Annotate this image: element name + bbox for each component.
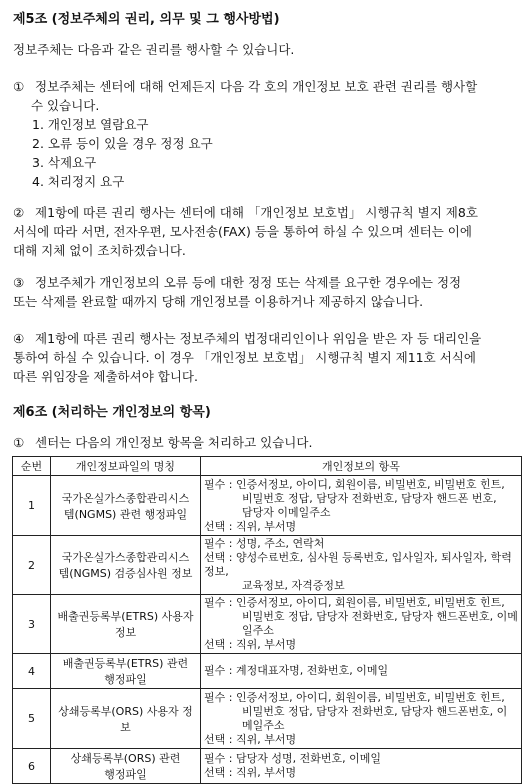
- info-line: 선택 : 직위, 부서명: [204, 519, 297, 533]
- file-name-line: 배출권등록부(ETRS) 사용자 정보: [57, 610, 194, 639]
- info-line: 필수 : 인증서정보, 아이디, 회원이름, 비밀번호, 비밀번호 힌트,: [204, 690, 505, 704]
- table-row: [13, 536, 522, 595]
- row-number: 2: [13, 536, 51, 595]
- personal-info-items-table: [12, 456, 522, 784]
- list-item: 3. 삭제요구: [32, 155, 97, 170]
- info-line: 필수 : 계정대표자명, 전화번호, 이메일: [204, 664, 389, 677]
- file-name-line: 상쇄등록부(ORS) 사용자 정보: [58, 704, 193, 734]
- row-number: 6: [13, 749, 51, 784]
- article-6-title: 제6조 (처리하는 개인정보의 항목): [13, 405, 211, 420]
- column-header: 순번: [13, 457, 51, 476]
- paragraph-text: 제1항에 따른 권리 행사는 정보주체의 법정대리인이나 위임을 받은 자 등 대리인을: [35, 331, 482, 346]
- info-items: [201, 654, 522, 689]
- info-line: 필수 : 담당자 성명, 전화번호, 이메일: [204, 752, 381, 765]
- info-line: 비밀번호 정답, 담당자 전화번호, 담당자 핸드폰 번호,: [242, 491, 497, 505]
- paragraph-number: ④: [13, 331, 25, 346]
- file-name-line: 템(NGMS) 검증심사원 정보: [58, 567, 193, 580]
- table-row: [13, 749, 522, 784]
- table-row: [13, 476, 522, 536]
- paragraph-text: 정보주체는 센터에 대해 언제든지 다음 각 호의 개인정보 보호 관련 권리를 행사할: [35, 79, 478, 94]
- info-line: 비밀번호 정답, 담당자 전화번호, 담당자 핸드폰번호, 이: [242, 704, 508, 718]
- info-line: 선택 : 직위, 부서명: [204, 732, 297, 746]
- file-name: [51, 689, 201, 749]
- info-line: 담당자 이메일주소: [242, 505, 331, 519]
- info-line: 선택 : 양성수료번호, 심사원 등록번호, 입사일자, 퇴사일자, 학력정보,: [204, 551, 512, 578]
- file-name: [51, 654, 201, 689]
- info-items: [201, 595, 522, 654]
- info-line: 비밀번호 정답, 담당자 전화번호, 담당자 핸드폰번호, 이메일주소: [242, 610, 518, 637]
- article-5-paragraph-4: [13, 329, 521, 386]
- paragraph-text: 제1항에 따른 권리 행사는 센터에 대해 「개인정보 보호법」 시행규칙 별지 제8호: [35, 205, 478, 220]
- info-items: [201, 536, 522, 595]
- file-name: [51, 536, 201, 595]
- file-name-line: 행정파일: [104, 768, 147, 781]
- info-items: [201, 749, 522, 784]
- table-row: [13, 654, 522, 689]
- paragraph-text: 서식에 따라 서면, 전자우편, 모사전송(FAX) 등을 통하여 하실 수 있으며 센터는 이에: [13, 224, 472, 239]
- row-number: 1: [13, 476, 51, 536]
- paragraph-text: 통하여 하실 수 있습니다. 이 경우 「개인정보 보호법」 시행규칙 별지 제11호 서식에: [13, 350, 476, 365]
- file-name-line: 배출권등록부(ETRS) 관련: [62, 657, 189, 670]
- info-line: 메일주소: [242, 718, 285, 732]
- row-number: 4: [13, 654, 51, 689]
- list-item: 4. 처리정지 요구: [32, 174, 125, 189]
- paragraph-text: 센터는 다음의 개인정보 항목을 처리하고 있습니다.: [35, 435, 313, 450]
- info-line: 선택 : 직위, 부서명: [204, 766, 297, 779]
- article-5-paragraph-2: [13, 203, 521, 260]
- info-line: 필수 : 인증서정보, 아이디, 회원이름, 비밀번호, 비밀번호 힌트,: [204, 477, 505, 491]
- list-item: 1. 개인정보 열람요구: [32, 117, 149, 132]
- paragraph-number: ①: [13, 435, 25, 450]
- paragraph-number: ①: [13, 79, 25, 94]
- list-item: 2. 오류 등이 있을 경우 정정 요구: [32, 136, 213, 151]
- paragraph-number: ②: [13, 205, 25, 220]
- file-name-line: 국가온실가스종합관리시스: [61, 491, 190, 505]
- info-items: [201, 689, 522, 749]
- article-5-title: 제5조 (정보주체의 권리, 의무 및 그 행사방법): [13, 12, 280, 27]
- article-6-paragraph-1: [13, 433, 521, 452]
- column-header: 개인정보파일의 명칭: [51, 457, 201, 476]
- table-row: [13, 689, 522, 749]
- file-name-line: 템(NGMS) 관련 행정파일: [63, 507, 188, 521]
- info-line: 선택 : 직위, 부서명: [204, 638, 297, 651]
- article-5-intro: 정보주체는 다음과 같은 권리를 행사할 수 있습니다.: [13, 42, 295, 57]
- column-header: 개인정보의 항목: [201, 457, 522, 476]
- file-name: [51, 749, 201, 784]
- article-5-paragraph-3: [13, 273, 521, 311]
- info-line: 필수 : 성명, 주소, 연락처: [204, 537, 325, 550]
- table-header-row: [13, 457, 522, 476]
- paragraph-text: 수 있습니다.: [31, 98, 100, 113]
- info-line: 교육정보, 자격증정보: [242, 579, 345, 592]
- file-name: [51, 476, 201, 536]
- table-row: [13, 595, 522, 654]
- file-name-line: 국가온실가스종합관리시스: [61, 551, 190, 564]
- file-name-line: 행정파일: [104, 673, 147, 686]
- paragraph-text: 또는 삭제를 완료할 때까지 당해 개인정보를 이용하거나 제공하지 않습니다.: [13, 294, 424, 309]
- paragraph-text: 따른 위임장을 제출하셔야 합니다.: [13, 369, 198, 384]
- info-line: 필수 : 인증서정보, 아이디, 회원이름, 비밀번호, 비밀번호 힌트,: [204, 596, 505, 609]
- row-number: 3: [13, 595, 51, 654]
- paragraph-text: 정보주체가 개인정보의 오류 등에 대한 정정 또는 삭제를 요구한 경우에는 정정: [35, 275, 462, 290]
- file-name: [51, 595, 201, 654]
- paragraph-number: ③: [13, 275, 25, 290]
- row-number: 5: [13, 689, 51, 749]
- article-5-paragraph-1: [13, 77, 521, 115]
- file-name-line: 상쇄등록부(ORS) 관련: [70, 752, 181, 765]
- paragraph-text: 대해 지체 없이 조치하겠습니다.: [13, 243, 186, 258]
- info-items: [201, 476, 522, 536]
